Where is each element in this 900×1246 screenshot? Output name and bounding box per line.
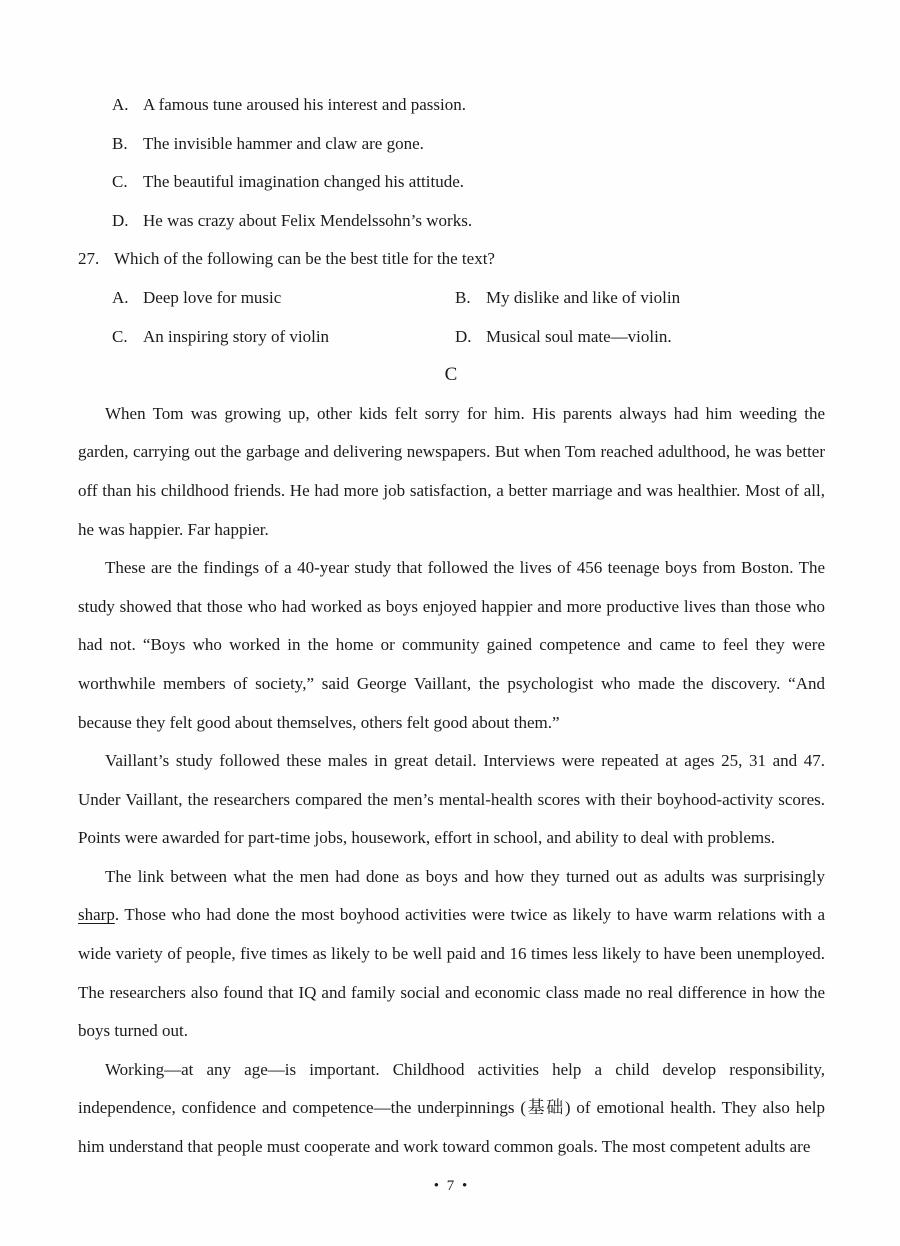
option-item-c: [78, 318, 455, 357]
question-text: Which of the following can be the best title for the text?: [114, 249, 495, 269]
option-row: [78, 318, 825, 357]
option-item-d: [455, 318, 825, 357]
option-text: A famous tune aroused his interest and passion.: [143, 95, 466, 114]
section-label-c: C: [444, 364, 459, 386]
passage-paragraph-1: When Tom was growing up, other kids felt sorry for him. His parents always had him weeding the garden, carrying out the garbage and delivering newspapers. But when Tom reached adulthood, he was better off than his childhood friends. He had more job satisfaction, a better marriage and was healthier. Most of all, he was happier. Far happier.: [78, 403, 825, 539]
question-27-options: [78, 279, 825, 356]
option-item-b: [455, 279, 825, 318]
passage-paragraph-4: [78, 858, 825, 1051]
option-text: An inspiring story of violin: [143, 326, 330, 346]
passage-paragraph-5: Working—at any age—is important. Childhood activities help a child develop responsibility, independence, confidence and competence—the underpinnings (基础) of emotional health. They also help him understand that people must cooperate and work toward common goals. The most competent adults are: [78, 1059, 825, 1157]
option-item-b: [78, 125, 825, 164]
option-text: He was crazy about Felix Mendelssohn’s works.: [143, 210, 473, 230]
question-27: [78, 240, 825, 279]
question-number: 27.: [78, 249, 100, 269]
page-number: • 7 •: [433, 1177, 470, 1194]
option-letter: C.: [112, 172, 128, 192]
option-letter: B.: [455, 287, 471, 307]
option-item-c: [78, 163, 825, 202]
option-letter: C.: [112, 326, 128, 346]
reading-passage: [78, 395, 825, 1167]
option-text: Musical soul mate—violin.: [486, 326, 672, 346]
question-options-list: [78, 86, 825, 240]
option-text: The beautiful imagination changed his attitude.: [143, 172, 465, 192]
passage-paragraph-2: These are the findings of a 40-year study that followed the lives of 456 teenage boys from Boston. The study showed that those who had worked as boys enjoyed happier and more productive lives than those who had not. “Boys who worked in the home or community gained competence and came to feel they were worthwhile members of society,” said George Vaillant, the psychologist who made the discovery. “And because they felt good about themselves, others felt good about them.”: [78, 558, 825, 732]
paragraph-4-segment: . Those who had done the most boyhood activities were twice as likely to have warm relations with a wide variety of people, five times as likely to be well paid and 16 times less likely to have been unemployed. The researchers also found that IQ and family social and economic class made no real difference in how the boys turned out.: [78, 905, 825, 1041]
option-text: Deep love for music: [143, 287, 282, 307]
option-item-d: [78, 202, 825, 241]
passage-paragraph-3: Vaillant’s study followed these males in great detail. Interviews were repeated at ages 25, 31 and 47. Under Vaillant, the researchers compared the men’s mental-health scores with their boyhood-activity scores. Points were awarded for part-time jobs, housework, effort in school, and ability to deal with problems.: [78, 751, 825, 848]
option-letter: B.: [112, 133, 128, 153]
paragraph-4-segment: The link between what the men had done as boys and how they turned out as adults was surprisingly: [105, 866, 825, 886]
option-text: My dislike and like of violin: [486, 287, 681, 307]
option-item-a: [78, 279, 455, 318]
option-letter: A.: [112, 287, 129, 307]
option-letter: D.: [455, 326, 472, 346]
underlined-word-sharp: sharp: [78, 905, 115, 925]
option-letter: A.: [112, 95, 129, 114]
option-item-a: [78, 86, 825, 125]
option-letter: D.: [112, 210, 129, 230]
option-row: [78, 279, 825, 318]
option-text: The invisible hammer and claw are gone.: [143, 133, 424, 153]
